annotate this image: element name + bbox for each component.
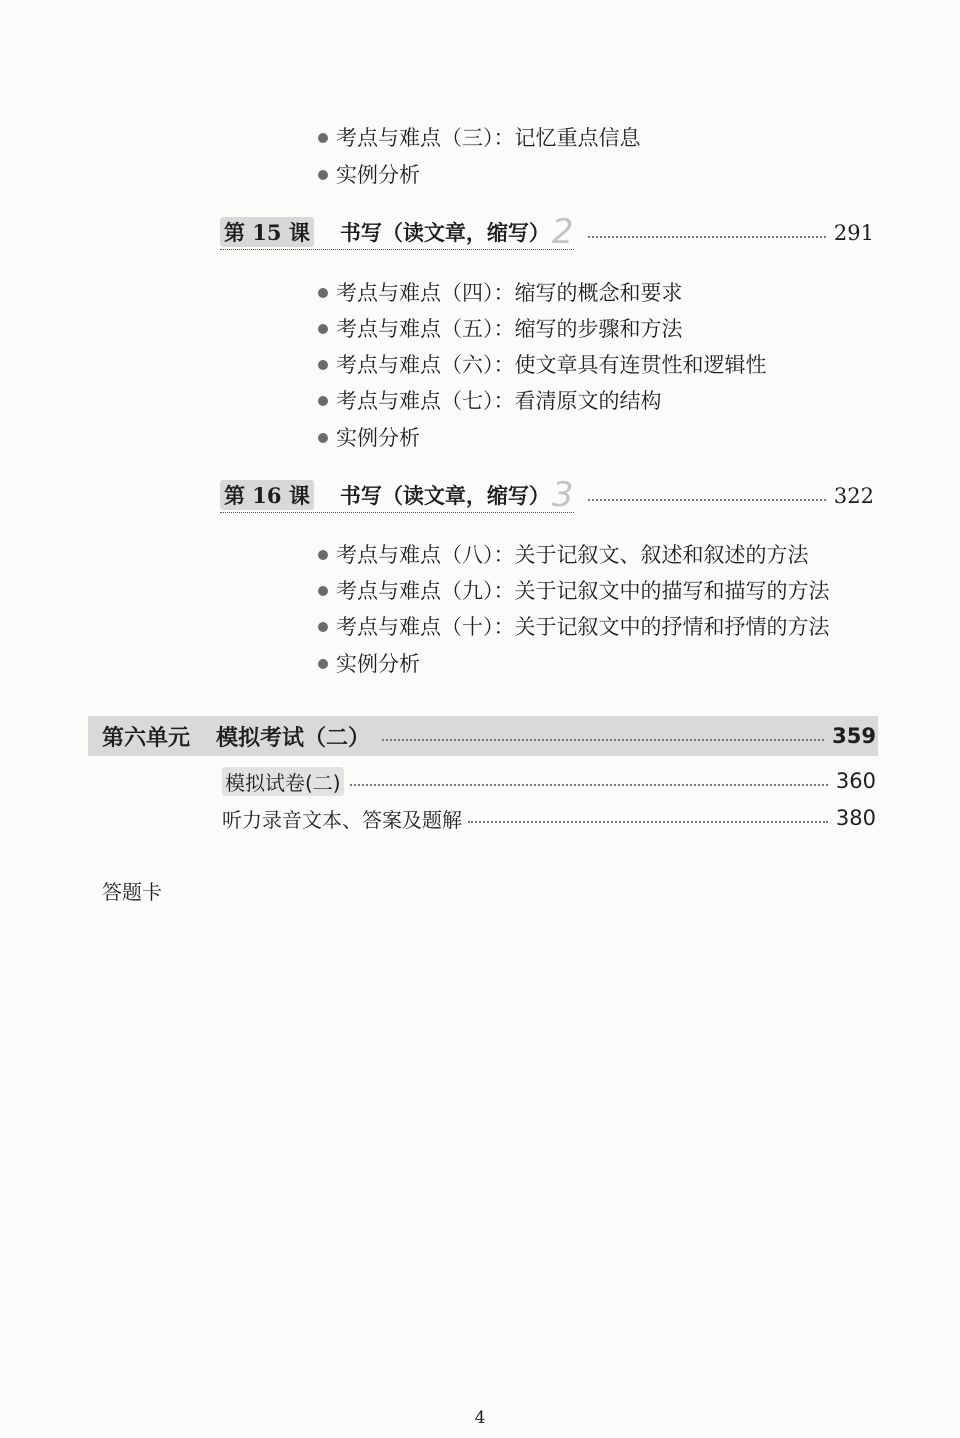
bullet-icon <box>318 586 328 596</box>
page-ref: 322 <box>833 484 874 508</box>
dot-leader <box>382 739 824 741</box>
page-ref: 380 <box>835 806 876 830</box>
toc-bullet-text: 考点与难点（九）：关于记叙文中的描写和描写的方法 <box>336 579 830 603</box>
toc-bullet[interactable] <box>318 650 420 678</box>
toc-bullet[interactable] <box>318 351 767 379</box>
toc-answer-sheet[interactable]: 答题卡 <box>102 880 162 904</box>
lesson-heading <box>220 474 574 515</box>
toc-lesson-15[interactable] <box>220 211 874 252</box>
toc-lesson-16[interactable] <box>220 474 874 515</box>
toc-bullet[interactable] <box>318 424 420 452</box>
bullet-icon <box>318 433 328 443</box>
page-number: 4 <box>474 1408 486 1428</box>
toc-bullet-text: 考点与难点（六）：使文章具有连贯性和逻辑性 <box>336 353 767 377</box>
toc-item-mock-paper[interactable] <box>222 766 876 796</box>
bullet-icon <box>318 170 328 180</box>
dot-leader <box>588 499 826 501</box>
bullet-icon <box>318 324 328 334</box>
toc-bullet[interactable] <box>318 613 830 641</box>
toc-bullet-text: 考点与难点（八）：关于记叙文、叙述和叙述的方法 <box>336 543 809 567</box>
lesson-number: 第 16 课 <box>220 480 314 510</box>
bullet-icon <box>318 550 328 560</box>
toc-bullet-text: 考点与难点（四）：缩写的概念和要求 <box>336 281 683 305</box>
bullet-icon <box>318 360 328 370</box>
toc-bullet[interactable] <box>318 161 420 189</box>
dot-leader <box>350 784 828 786</box>
page-ref: 359 <box>832 724 876 748</box>
toc-bullet[interactable] <box>318 315 683 343</box>
toc-bullet[interactable] <box>318 124 641 152</box>
dot-leader <box>468 821 828 823</box>
page-ref: 360 <box>835 769 876 793</box>
toc-bullet[interactable] <box>318 279 683 307</box>
toc-bullet[interactable] <box>318 541 809 569</box>
unit-title: 模拟考试（二） <box>216 725 371 751</box>
lesson-title: 书写（读文章，缩写） <box>339 482 550 508</box>
toc-bullet[interactable] <box>318 577 830 605</box>
toc-bullet-text: 实例分析 <box>336 426 420 450</box>
lesson-heading <box>220 211 574 252</box>
toc-bullet[interactable] <box>318 387 662 415</box>
bullet-icon <box>318 288 328 298</box>
part-number: 3 <box>551 474 574 515</box>
lesson-number: 第 15 课 <box>220 217 314 247</box>
toc-bullet-text: 实例分析 <box>336 163 420 187</box>
dot-leader <box>588 236 826 238</box>
unit-label: 第六单元 <box>102 725 191 751</box>
toc-bullet-text: 考点与难点（三）：记忆重点信息 <box>336 126 641 150</box>
toc-bullet-text: 考点与难点（十）：关于记叙文中的抒情和抒情的方法 <box>336 615 830 639</box>
bullet-icon <box>318 622 328 632</box>
lesson-title: 书写（读文章，缩写） <box>339 219 550 245</box>
item-title: 模拟试卷(二) <box>222 767 344 796</box>
bullet-icon <box>318 659 328 669</box>
bullet-icon <box>318 133 328 143</box>
toc-bullet-text: 考点与难点（五）：缩写的步骤和方法 <box>336 317 683 341</box>
page-ref: 291 <box>833 221 874 245</box>
toc-bullet-text: 实例分析 <box>336 652 420 676</box>
item-title: 听力录音文本、答案及题解 <box>222 807 462 832</box>
part-number: 2 <box>551 211 574 252</box>
toc-unit-6[interactable] <box>88 716 878 756</box>
toc-bullet-text: 考点与难点（七）：看清原文的结构 <box>336 389 662 413</box>
bullet-icon <box>318 396 328 406</box>
toc-item-transcripts[interactable] <box>222 803 876 833</box>
